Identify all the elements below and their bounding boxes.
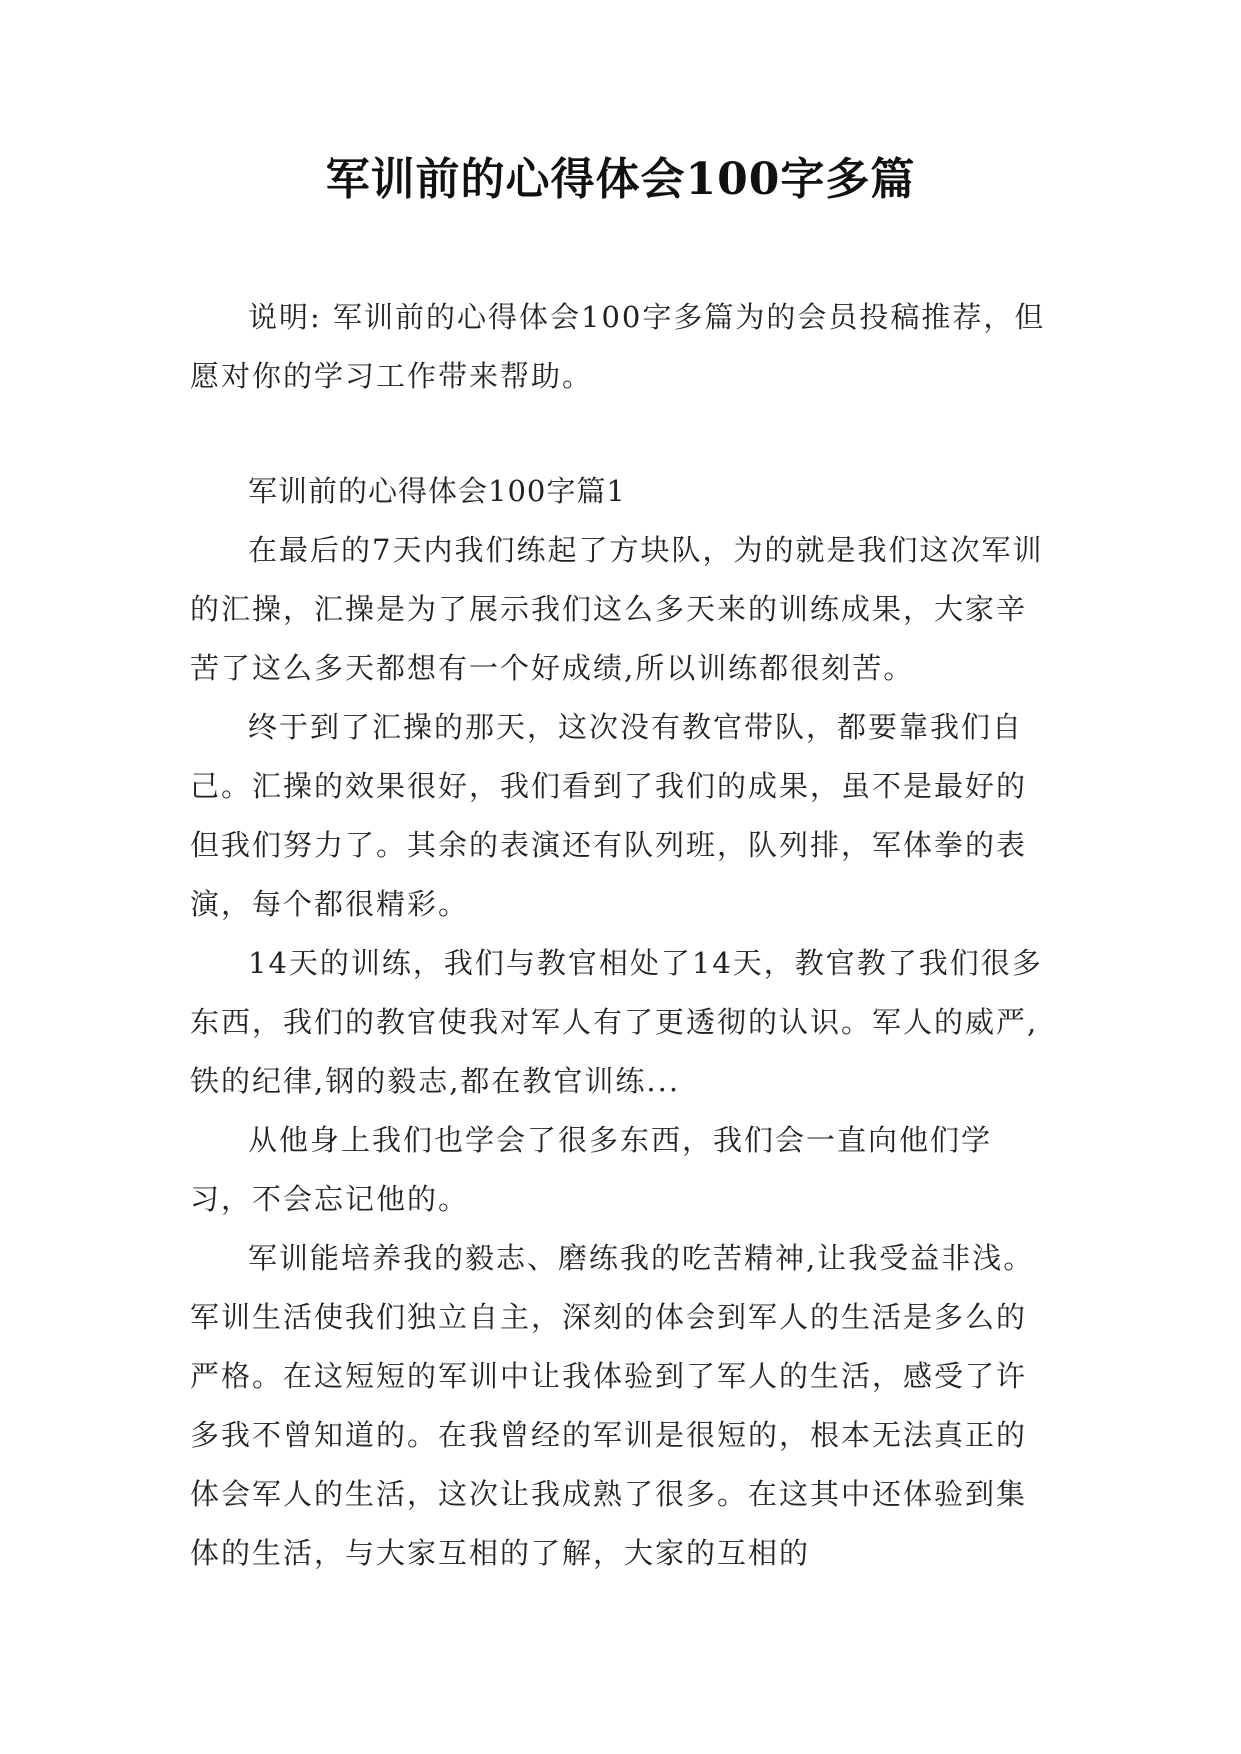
paragraph: 在最后的7天内我们练起了方块队，为的就是我们这次军训的汇操，汇操是为了展示我们这么多天来的训练成果，大家辛苦了这么多天都想有一个好成绩,所以训练都很刻苦。 bbox=[190, 533, 1044, 685]
paragraph: 终于到了汇操的那天，这次没有教官带队，都要靠我们自己。汇操的效果很好，我们看到了我们的成果，虽不是最好的但我们努力了。其余的表演还有队列班，队列排，军体拳的表演，每个都很精彩。 bbox=[190, 710, 1028, 921]
section-block bbox=[190, 462, 1050, 1583]
paragraph: 14天的训练，我们与教官相处了14天，教官教了我们很多东西，我们的教官使我对军人有了更透彻的认识。军人的威严,铁的纪律,钢的毅志,都在教官训练... bbox=[190, 946, 1043, 1098]
intro-block bbox=[190, 288, 1050, 406]
document-title: 军训前的心得体会100字多篇 bbox=[325, 154, 916, 205]
section-heading: 军训前的心得体会100字篇1 bbox=[248, 474, 626, 508]
paragraph: 从他身上我们也学会了很多东西，我们会一直向他们学习，不会忘记他的。 bbox=[190, 1123, 993, 1216]
paragraph: 军训能培养我的毅志、磨练我的吃苦精神,让我受益非浅。军训生活使我们独立自主，深刻的体会到军人的生活是多么的严格。在这短短的军训中让我体验到了军人的生活，感受了许多我不曾知道的。在我曾经的军训是很短的，根本无法真正的体会军人的生活，这次让我成熟了很多。在这其中还体验到集体的生活，与大家互相的了解，大家的互相的 bbox=[190, 1241, 1035, 1570]
intro-paragraph: 说明: 军训前的心得体会100字多篇为的会员投稿推荐，但愿对你的学习工作带来帮助。 bbox=[190, 300, 1046, 393]
